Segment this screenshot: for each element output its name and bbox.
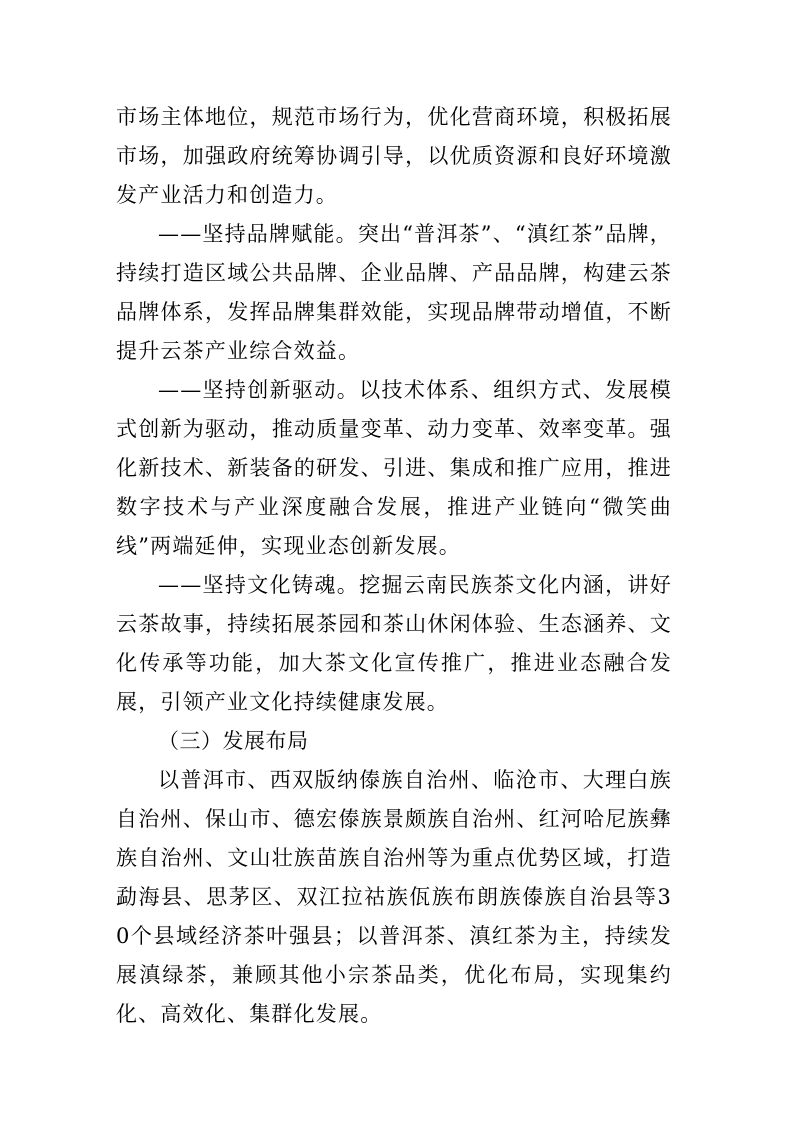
paragraph-market-role: 市场主体地位，规范市场行为，优化营商环境，积极拓展市场，加强政府统筹协调引导，以优质资源和良好环境激发产业活力和创造力。 bbox=[116, 105, 672, 207]
paragraph-brand-empowerment: ——坚持品牌赋能。突出“普洱茶”、“滇红茶”品牌，持续打造区域公共品牌、企业品牌、产品品牌，构建云茶品牌体系，发挥品牌集群效能，实现品牌带动增值，不断提升云茶产业综合效益。 bbox=[116, 222, 672, 363]
paragraph-development-layout: 以普洱市、西双版纳傣族自治州、临沧市、大理白族自治州、保山市、德宏傣族景颇族自治州、红河哈尼族彝族自治州、文山壮族苗族自治州等为重点优势区域，打造勐海县、思茅区、双江拉祜族佤族布朗族傣族自治县等30个县域经济茶叶强县；以普洱茶、滇红茶为主，持续发展滇绿茶，兼顾其他小宗茶品类，优化布局，实现集约化、高效化、集群化发展。 bbox=[116, 768, 672, 1026]
document-body bbox=[116, 98, 672, 1034]
paragraph-culture: ——坚持文化铸魂。挖掘云南民族茶文化内涵，讲好云茶故事，持续拓展茶园和茶山休闲体验、生态涵养、文化传承等功能，加大茶文化宣传推广，推进业态融合发展，引领产业文化持续健康发展。 bbox=[116, 573, 672, 714]
paragraph-innovation-driven: ——坚持创新驱动。以技术体系、组织方式、发展模式创新为驱动，推动质量变革、动力变革、效率变革。强化新技术、新装备的研发、引进、集成和推广应用，推进数字技术与产业深度融合发展，推进产业链向“微笑曲线”两端延伸，实现业态创新发展。 bbox=[116, 378, 672, 558]
section-heading: （三）发展布局 bbox=[158, 729, 309, 753]
